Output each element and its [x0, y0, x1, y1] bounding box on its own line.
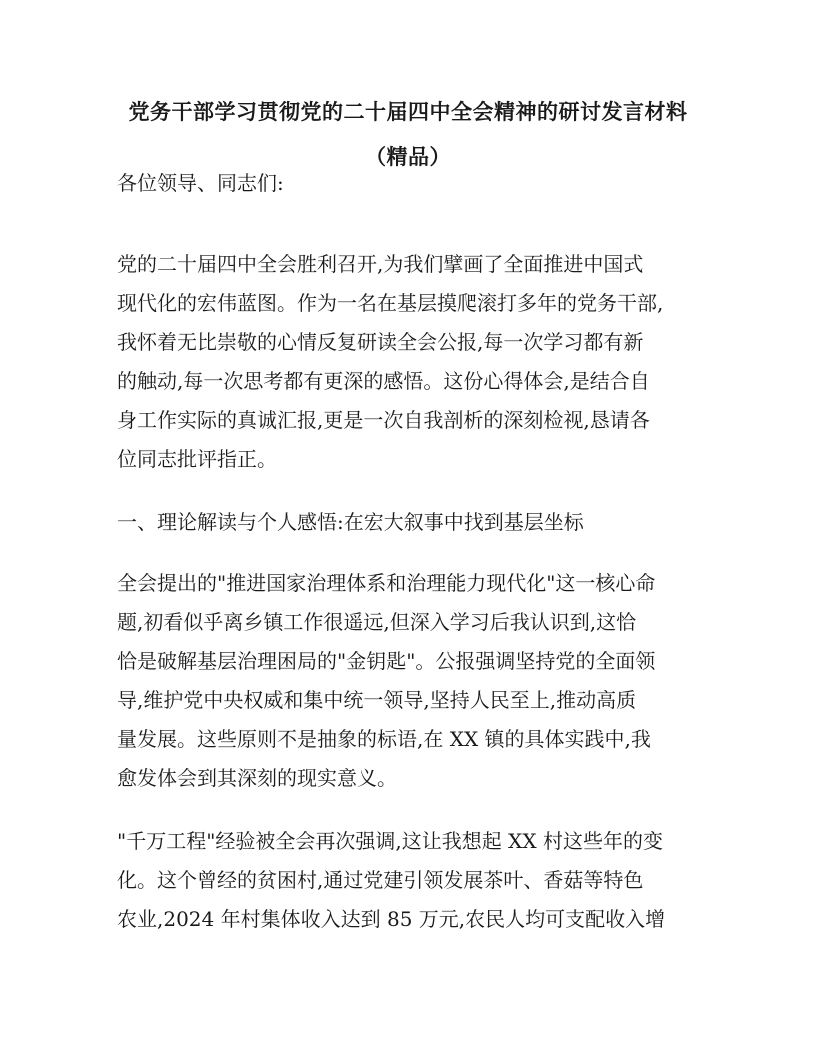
- document-title: 党务干部学习贯彻党的二十届四中全会精神的研讨发言材料: [128, 99, 688, 124]
- paragraph-1-line: 党的二十届四中全会胜利召开,为我们擘画了全面推进中国式: [117, 252, 644, 276]
- paragraph-2-line: 恰是破解基层治理困局的"金钥匙"。公报强调坚持党的全面领: [117, 649, 656, 673]
- paragraph-2-line: 全会提出的"推进国家治理体系和治理能力现代化"这一核心命: [117, 571, 656, 595]
- paragraph-3-line: 化。这个曾经的贫困村,通过党建引领发展茶叶、香菇等特色: [117, 868, 644, 892]
- section-1-heading: 一、理论解读与个人感悟:在宏大叙事中找到基层坐标: [117, 510, 584, 534]
- paragraph-3-line: "千万工程"经验被全会再次强调,这让我想起 XX 村这些年的变: [117, 829, 663, 853]
- salutation: 各位领导、同志们:: [117, 171, 284, 195]
- paragraph-1-line: 位同志批评指正。: [117, 447, 277, 471]
- paragraph-1-line: 的触动,每一次思考都有更深的感悟。这份心得体会,是结合自: [117, 369, 650, 393]
- paragraph-1-line: 现代化的宏伟蓝图。作为一名在基层摸爬滚打多年的党务干部,: [117, 291, 664, 315]
- paragraph-1-line: 身工作实际的真诚汇报,更是一次自我剖析的深刻检视,恳请各: [117, 408, 650, 432]
- paragraph-2-line: 导,维护党中央权威和集中统一领导,坚持人民至上,推动高质: [117, 688, 637, 712]
- document-subtitle: （精品）: [365, 144, 451, 169]
- paragraph-3-line: 农业,2024 年村集体收入达到 85 万元,农民人均可支配收入增: [117, 907, 666, 931]
- paragraph-1-line: 我怀着无比崇敬的心情反复研读全会公报,每一次学习都有新: [117, 330, 644, 354]
- paragraph-2-line: 量发展。这些原则不是抽象的标语,在 XX 镇的具体实践中,我: [117, 727, 651, 751]
- paragraph-2-line: 题,初看似乎离乡镇工作很遥远,但深入学习后我认识到,这恰: [117, 610, 637, 634]
- paragraph-2-line: 愈发体会到其深刻的现实意义。: [117, 766, 397, 790]
